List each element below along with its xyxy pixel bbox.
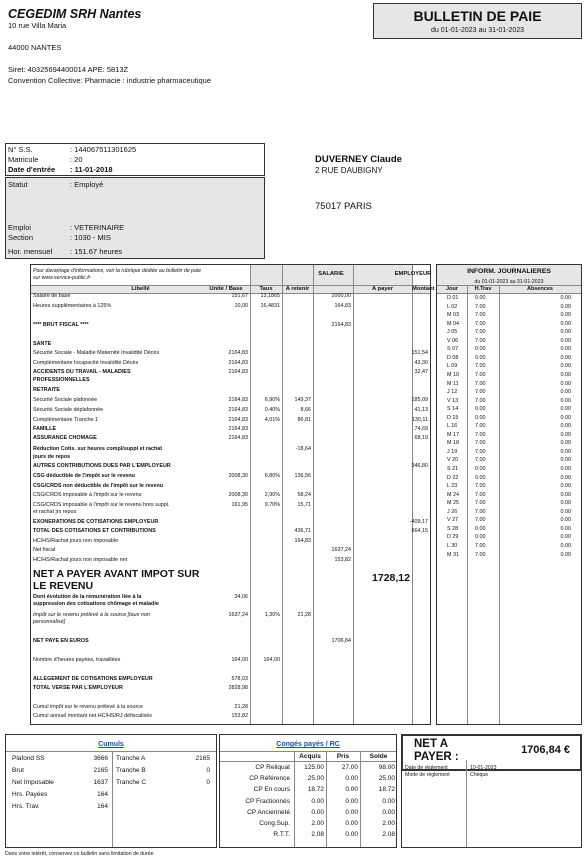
row-montant: 185,09 bbox=[411, 397, 428, 403]
row-libelle: ALLEGEMENT DE COTISATIONS EMPLOYEUR bbox=[33, 676, 153, 682]
footer-note: Dans votre intérêt, conservez ce bulletin sans limitation de durée bbox=[5, 851, 154, 857]
row-unite: 153,82 bbox=[231, 713, 248, 719]
row-taux: 2,90% bbox=[264, 492, 280, 498]
row-libelle: Sécurité Sociale - Maladie Maternité Invalidité Décès bbox=[33, 350, 160, 356]
recipient-street: 2 RUE DAUBIGNY bbox=[315, 166, 383, 175]
journal-htrav: 0.00 bbox=[475, 346, 486, 353]
row-libelle: Net fiscal bbox=[33, 547, 56, 553]
journal-htrav: 0.00 bbox=[475, 414, 486, 421]
conges-pris: 0.00 bbox=[345, 820, 358, 827]
journal-header-jour: Jour bbox=[446, 286, 458, 292]
conges-pris: 27.00 bbox=[341, 764, 358, 771]
cumul-label: Tranche A bbox=[116, 755, 146, 762]
journal-htrav: 7.00 bbox=[475, 312, 486, 319]
row-libelle: Salaire de base bbox=[33, 293, 71, 299]
journal-day: S 28 bbox=[447, 525, 459, 532]
row-retenir: 149,37 bbox=[294, 397, 311, 403]
journal-header-absences: Absences bbox=[527, 286, 553, 292]
journal-htrav: 0.00 bbox=[475, 406, 486, 413]
row-libelle: CSG déductible de l'impôt sur le revenu bbox=[33, 473, 135, 479]
employee-ids-box bbox=[5, 143, 265, 176]
row-retenir: 58,24 bbox=[297, 492, 311, 498]
row-libelle: TOTAL DES COTISATIONS ET CONTRIBUTIONS bbox=[33, 528, 156, 534]
row-libelle: jours de repos bbox=[33, 454, 71, 460]
row-unite: 161,95 bbox=[231, 502, 248, 508]
journal-htrav: 7.00 bbox=[475, 517, 486, 524]
conges-solde: 2.08 bbox=[382, 831, 395, 839]
salary-table bbox=[30, 264, 435, 725]
journal-absence: 0.00 bbox=[560, 500, 571, 507]
journal-absence: 0.00 bbox=[560, 329, 571, 336]
row-retenir: 436,71 bbox=[294, 528, 311, 534]
journal-day: S 21 bbox=[447, 466, 459, 472]
journal-day: D 01 bbox=[447, 295, 459, 301]
journal-absence: 0.00 bbox=[560, 380, 571, 387]
statut-label: Statut bbox=[8, 180, 28, 189]
cumul-label: Hrs. Trav. bbox=[12, 803, 40, 810]
row-unite: 34,06 bbox=[234, 594, 248, 600]
journal-htrav: 0.00 bbox=[475, 525, 486, 532]
journal-day: L 23 bbox=[447, 483, 458, 490]
row-taux: 6,80% bbox=[264, 473, 280, 479]
journal-absence: 0.00 bbox=[560, 508, 571, 515]
row-montant: 41,13 bbox=[414, 407, 428, 413]
row-libelle: Nombre d'heures payées, travaillées bbox=[33, 657, 121, 663]
title-box bbox=[373, 3, 582, 39]
conges-acquis: 2.08 bbox=[311, 831, 324, 839]
journal-absence: 0.00 bbox=[560, 483, 571, 490]
journal-absence: 0.00 bbox=[560, 448, 571, 455]
row-libelle: Heures supplémentaires à 125% bbox=[33, 303, 112, 309]
journal-htrav: 7.00 bbox=[475, 303, 486, 310]
journal-htrav: 7.00 bbox=[475, 389, 486, 396]
journal-day: M 03 bbox=[447, 312, 459, 319]
info-line-2: sur www.service-public.fr bbox=[33, 275, 91, 281]
journal-absence: 0.00 bbox=[560, 312, 571, 319]
journal-day: M 10 bbox=[447, 371, 459, 378]
payment-box bbox=[401, 760, 582, 848]
row-libelle: suppression des cotisations chômage et maladie bbox=[33, 601, 159, 607]
net-before-tax-value: 1728,12 bbox=[372, 572, 410, 584]
row-taux: 0,40% bbox=[264, 407, 280, 413]
conges-label: CP Fractionnés bbox=[245, 797, 290, 805]
conges-solde: 18.72 bbox=[378, 786, 395, 794]
journal-day: M 17 bbox=[447, 431, 459, 438]
row-libelle: Dont évolution de la rémunération liée à la bbox=[33, 594, 142, 600]
employer-address-1: 10 rue Villa Maria bbox=[8, 21, 67, 30]
recipient-name: DUVERNEY Claude bbox=[315, 154, 402, 165]
row-libelle: ASSURANCE CHOMAGE bbox=[33, 435, 97, 441]
journal-htrav: 7.00 bbox=[475, 483, 486, 490]
row-retenir: 164,83 bbox=[294, 538, 311, 544]
conges-acquis: 18.72 bbox=[307, 786, 324, 794]
journal-absence: 0.00 bbox=[560, 440, 571, 447]
matricule-label: Matricule bbox=[8, 155, 39, 164]
journal-absence: 0.00 bbox=[560, 423, 571, 430]
journal-day: S 14 bbox=[447, 406, 459, 413]
journal-htrav: 0.00 bbox=[475, 466, 486, 472]
row-libelle: PROFESSIONNELLES bbox=[33, 377, 90, 383]
payment-date-value: 10-01-2023 bbox=[470, 765, 497, 771]
row-montant: 346,80 bbox=[411, 463, 428, 469]
employee-job-box bbox=[5, 177, 265, 259]
journal-day: J 12 bbox=[447, 389, 458, 396]
ss-label: N° S.S. bbox=[8, 145, 33, 154]
journal-day: M 24 bbox=[447, 491, 459, 498]
conges-box bbox=[219, 734, 397, 848]
entry-value: : 11-01-2018 bbox=[70, 165, 113, 174]
journal-htrav: 0.00 bbox=[475, 474, 486, 481]
conges-pris: 0.00 bbox=[345, 831, 358, 839]
journal-day: M 31 bbox=[447, 551, 459, 558]
journal-htrav: 0.00 bbox=[475, 354, 486, 361]
conges-label: Cong.Sup. bbox=[259, 820, 290, 827]
journal-day: J 19 bbox=[447, 448, 458, 455]
conges-label: CP Reliquat bbox=[255, 764, 290, 771]
journal-htrav: 7.00 bbox=[475, 431, 486, 438]
journal-htrav: 7.00 bbox=[475, 508, 486, 515]
row-libelle: Complémentaire Tranche 1 bbox=[33, 417, 99, 423]
row-libelle: **** BRUT FISCAL **** bbox=[33, 322, 89, 328]
row-libelle: Impôt sur le revenu prélevé à la source [taux non bbox=[33, 612, 150, 618]
cumul-label: Brut bbox=[12, 767, 24, 774]
row-unite: 2008,30 bbox=[228, 473, 248, 479]
statut-value: : Employé bbox=[70, 180, 104, 189]
journal-absence: 0.00 bbox=[560, 354, 571, 361]
journal-title: INFORM. JOURNALIERES bbox=[467, 268, 551, 275]
journal-absence: 0.00 bbox=[560, 346, 571, 353]
journal-header-htrav: H.Trav bbox=[474, 286, 492, 292]
row-libelle: Cumul annuel montant net HC/HS/RJ défiscalisés bbox=[33, 713, 152, 719]
journal-day: J 05 bbox=[447, 329, 458, 336]
conges-header-acquis: Acquis bbox=[299, 752, 321, 760]
recipient-city: 75017 PARIS bbox=[315, 201, 372, 212]
header-salarie: SALARIE bbox=[318, 271, 344, 277]
cumuls-box bbox=[5, 734, 217, 848]
journal-absence: 0.00 bbox=[560, 457, 571, 464]
conges-solde: 2.00 bbox=[382, 820, 395, 827]
employer-convention: Convention Collective: Pharmacie : industrie pharmaceutique bbox=[8, 76, 212, 85]
row-unite: 2164,83 bbox=[228, 360, 248, 366]
row-retenir: 86,81 bbox=[297, 417, 311, 423]
journal-absence: 0.00 bbox=[560, 431, 571, 438]
row-libelle: TOTAL VERSE PAR L'EMPLOYEUR bbox=[33, 685, 123, 691]
row-retenir: 136,56 bbox=[294, 473, 311, 479]
row-libelle: Sécurité Sociale déplafonnée bbox=[33, 407, 104, 413]
row-unite: 2828,98 bbox=[228, 685, 248, 691]
journal-htrav: 7.00 bbox=[475, 448, 486, 455]
conges-acquis: 0.00 bbox=[311, 797, 324, 805]
cumul-label: Plafond SS bbox=[12, 755, 45, 762]
journal-day: D 08 bbox=[447, 354, 459, 361]
conges-acquis: 25.00 bbox=[307, 775, 324, 783]
matricule-value: : 20 bbox=[70, 155, 83, 164]
hor-value: : 151.67 heures bbox=[70, 247, 123, 256]
journal-htrav: 7.00 bbox=[475, 397, 486, 404]
row-montant: 68,19 bbox=[414, 435, 428, 441]
row-libelle: et rachat jrs repos bbox=[33, 509, 77, 515]
cumul-value: 2165 bbox=[195, 755, 210, 762]
journal-absence: 0.00 bbox=[560, 474, 571, 481]
header-employeur: EMPLOYEUR bbox=[394, 271, 432, 277]
employer-name: CEGEDIM SRH Nantes bbox=[8, 7, 142, 21]
conges-acquis: 2.00 bbox=[311, 820, 324, 827]
journal-htrav: 7.00 bbox=[475, 542, 486, 549]
cumul-value: 164 bbox=[97, 791, 108, 798]
conges-title: Congés payés / RC bbox=[276, 741, 340, 748]
section-value: : 1030 - MIS bbox=[70, 233, 111, 242]
row-unite: 2164,83 bbox=[228, 350, 248, 356]
journal-absence: 0.00 bbox=[560, 551, 571, 558]
payment-date-label: Date de règlement bbox=[405, 765, 448, 771]
net-pay-label-2: PAYER : bbox=[414, 751, 459, 763]
journal-day: L 30 bbox=[447, 542, 458, 549]
journal-htrav: 7.00 bbox=[475, 363, 486, 370]
row-retenir: 8,66 bbox=[300, 407, 311, 413]
journal-absence: 0.00 bbox=[560, 371, 571, 378]
row-unite: 164,00 bbox=[231, 657, 248, 663]
journal-day: D 22 bbox=[447, 474, 459, 481]
conges-header-pris: Pris bbox=[336, 752, 350, 760]
row-montant: 43,30 bbox=[414, 360, 428, 366]
payment-mode-label: Mode de règlement bbox=[405, 772, 450, 778]
journal-absence: 0.00 bbox=[560, 397, 571, 404]
row-montant: -409,17 bbox=[409, 519, 428, 525]
conges-pris: 0.00 bbox=[345, 775, 358, 783]
conges-header-solde: Solde bbox=[369, 752, 388, 760]
journal-htrav: 7.00 bbox=[475, 423, 486, 430]
section-label: Section bbox=[8, 233, 34, 242]
row-unite: 151,67 bbox=[231, 293, 248, 299]
row-unite: 2164,83 bbox=[228, 407, 248, 413]
header-payer: A payer bbox=[371, 285, 394, 292]
conges-solde: 25.00 bbox=[378, 775, 395, 783]
journal-absence: 0.00 bbox=[560, 491, 571, 498]
net-before-tax-label-1: NET A PAYER AVANT IMPOT SUR bbox=[33, 568, 200, 580]
journal-htrav: 7.00 bbox=[475, 440, 486, 447]
header-retenir: A retenir bbox=[285, 285, 310, 292]
row-montant: 664,15 bbox=[411, 528, 428, 534]
conges-acquis: 0.00 bbox=[311, 808, 324, 816]
journal-absence: 0.00 bbox=[560, 534, 571, 541]
conges-pris: 0.00 bbox=[345, 797, 358, 805]
journal-absence: 0.00 bbox=[560, 414, 571, 421]
row-unite: 21,28 bbox=[234, 704, 248, 710]
row-payer: 153,82 bbox=[334, 557, 351, 563]
row-libelle: EXONERATIONS DE COTISATIONS EMPLOYEUR bbox=[33, 519, 159, 525]
row-montant: 130,11 bbox=[411, 417, 428, 423]
cumul-value: 1637 bbox=[93, 779, 108, 786]
row-unite: 2008,30 bbox=[228, 492, 248, 498]
conges-solde: 0.00 bbox=[382, 808, 395, 816]
row-libelle: Sécurité Sociale plafonnée bbox=[33, 397, 98, 403]
journal-absence: 0.00 bbox=[560, 466, 571, 472]
row-libelle: personnalisé] bbox=[33, 619, 66, 625]
conges-acquis: 125.00 bbox=[304, 764, 324, 771]
journal-day: V 06 bbox=[447, 337, 459, 344]
row-unite: 10,00 bbox=[234, 303, 248, 309]
cumul-value: 164 bbox=[97, 803, 108, 810]
journal-absence: 0.00 bbox=[560, 406, 571, 413]
journal-absence: 0.00 bbox=[560, 295, 571, 301]
net-pay-label-1: NET A bbox=[414, 738, 449, 750]
row-payer: 164,83 bbox=[334, 303, 351, 309]
row-libelle: ACCIDENTS DU TRAVAIL - MALADIES bbox=[33, 369, 131, 375]
cumul-value: 2165 bbox=[93, 767, 108, 774]
emploi-label: Emploi bbox=[8, 223, 31, 232]
cumuls-title: Cumuls bbox=[98, 741, 124, 748]
journal-absence: 0.00 bbox=[560, 389, 571, 396]
row-libelle: Complémentaire Incapacité Invalidité Décès bbox=[33, 360, 139, 366]
net-before-tax-label-2: LE REVENU bbox=[33, 580, 94, 592]
row-taux: 9,70% bbox=[264, 502, 280, 508]
journal-day: L 02 bbox=[447, 303, 458, 310]
cumul-label: Tranche C bbox=[116, 779, 147, 786]
row-taux: 13,1865 bbox=[260, 293, 280, 299]
row-libelle: AUTRES CONTRIBUTIONS DUES PAR L'EMPLOYEUR bbox=[33, 463, 171, 469]
row-unite: 2164,83 bbox=[228, 397, 248, 403]
journal-day: M 04 bbox=[447, 320, 459, 327]
cumul-value: 0 bbox=[206, 767, 210, 774]
journal-day: D 29 bbox=[447, 534, 459, 541]
row-libelle: CSG/CRDS imposable à l'impôt sur le revenu hres suppl. bbox=[33, 502, 170, 508]
document-title: BULLETIN DE PAIE bbox=[413, 8, 542, 24]
conges-label: CP En cours bbox=[253, 786, 290, 794]
hor-label: Hor. mensuel bbox=[8, 247, 53, 256]
row-payer: 2164,83 bbox=[331, 322, 351, 328]
cumul-value: 0 bbox=[206, 779, 210, 786]
journal-absence: 0.00 bbox=[560, 363, 571, 370]
conges-pris: 0.00 bbox=[345, 786, 358, 794]
journal-day: M 18 bbox=[447, 440, 459, 447]
journal-htrav: 7.00 bbox=[475, 371, 486, 378]
row-retenir: 15,71 bbox=[297, 502, 311, 508]
employer-siret: Siret: 40325694400014 APE: 5813Z bbox=[8, 65, 129, 74]
row-unite: 2164,83 bbox=[228, 417, 248, 423]
journal-htrav: 7.00 bbox=[475, 329, 486, 336]
row-libelle: FAMILLE bbox=[33, 426, 57, 432]
row-libelle: HC/HS/Rachat jours non imposable bbox=[33, 538, 119, 544]
journal-day: D 15 bbox=[447, 414, 459, 421]
row-unite: 2164,83 bbox=[228, 426, 248, 432]
journal-htrav: 0.00 bbox=[475, 295, 486, 301]
row-libelle: RETRAITE bbox=[33, 387, 60, 393]
row-montant: 151,54 bbox=[411, 350, 428, 356]
journal-period: du 01-01-2023 au 31-01-2023 bbox=[474, 279, 544, 285]
row-retenir: 21,28 bbox=[297, 612, 311, 618]
row-taux: 4,01% bbox=[264, 417, 280, 423]
journal-htrav: 7.00 bbox=[475, 320, 486, 327]
net-pay-amount: 1706,84 € bbox=[521, 744, 570, 756]
journal-absence: 0.00 bbox=[560, 320, 571, 327]
journal-day: M 25 bbox=[447, 500, 459, 507]
row-payer: 1637,24 bbox=[331, 547, 351, 553]
header-taux: Taux bbox=[259, 285, 273, 292]
row-retenir: -18,64 bbox=[295, 446, 311, 452]
conges-label: CP Référence bbox=[249, 775, 290, 783]
row-libelle: Réduction Cotis. sur heures compl/suppl et rachat bbox=[33, 446, 163, 452]
journal-day: L 09 bbox=[447, 363, 458, 370]
journal-htrav: 7.00 bbox=[475, 337, 486, 344]
info-line-1: Pour davantage d'informations, voir la rubrique dédiée au bulletin de paie bbox=[33, 268, 201, 274]
row-taux: 1,30% bbox=[264, 612, 280, 618]
row-unite: 578,03 bbox=[231, 676, 248, 682]
row-taux: 6,90% bbox=[264, 397, 280, 403]
entry-label: Date d'entrée bbox=[8, 165, 56, 174]
row-unite: 2164,83 bbox=[228, 369, 248, 375]
conges-label: R.T.T. bbox=[273, 831, 290, 839]
row-libelle: CSG/CRDS non déductible de l'impôt sur le revenu bbox=[33, 483, 164, 489]
conges-pris: 0.00 bbox=[345, 808, 358, 816]
row-libelle: Cumul impôt sur le revenu prélevé à la source bbox=[33, 704, 143, 710]
row-montant: 74,69 bbox=[414, 426, 428, 432]
journal-absence: 0.00 bbox=[560, 525, 571, 532]
conges-solde: 0.00 bbox=[382, 797, 395, 805]
journal-htrav: 7.00 bbox=[475, 380, 486, 387]
conges-solde: 98.00 bbox=[378, 764, 395, 771]
journal-absence: 0.00 bbox=[560, 542, 571, 549]
journal-htrav: 7.00 bbox=[475, 491, 486, 498]
journal-day: V 13 bbox=[447, 397, 459, 404]
row-libelle: CSG/CRDS imposable à l'impôt sur le revenu bbox=[33, 492, 142, 498]
row-unite: 1637,24 bbox=[228, 612, 248, 618]
journal-absence: 0.00 bbox=[560, 517, 571, 524]
document-period: du 01-01-2023 au 31-01-2023 bbox=[430, 27, 525, 34]
row-unite: 2164,83 bbox=[228, 435, 248, 441]
journal-day: V 20 bbox=[447, 457, 459, 464]
row-taux: 164,00 bbox=[263, 657, 280, 663]
header-montant: Montant bbox=[412, 285, 435, 292]
header-unite: Unité / Base bbox=[209, 285, 243, 292]
row-libelle: NET PAYE EN EUROS bbox=[33, 638, 89, 644]
row-payer: 1706,84 bbox=[331, 638, 351, 644]
journal-box bbox=[436, 264, 582, 725]
ss-value: : 144067511301625 bbox=[70, 145, 137, 154]
employer-address-2: 44000 NANTES bbox=[8, 43, 62, 52]
journal-day: J 26 bbox=[447, 508, 458, 515]
journal-day: S 07 bbox=[447, 346, 459, 353]
journal-day: V 27 bbox=[447, 517, 459, 524]
journal-day: M 11 bbox=[447, 380, 459, 387]
row-taux: 16,4831 bbox=[260, 303, 280, 309]
conges-label: CP Ancienneté bbox=[247, 808, 290, 816]
journal-absence: 0.00 bbox=[560, 303, 571, 310]
cumul-label: Net Imposable bbox=[12, 779, 54, 786]
journal-absence: 0.00 bbox=[560, 337, 571, 344]
row-libelle: SANTE bbox=[33, 341, 52, 347]
row-payer: 2000,00 bbox=[331, 293, 351, 299]
row-libelle: HC/HS/Rachat jours non imposable net bbox=[33, 557, 128, 563]
journal-htrav: 7.00 bbox=[475, 457, 486, 464]
journal-htrav: 0.00 bbox=[475, 534, 486, 541]
cumul-value: 3666 bbox=[93, 755, 108, 762]
cumul-label: Hrs. Payées bbox=[12, 791, 48, 798]
header-libelle: Libellé bbox=[131, 285, 150, 292]
cumul-label: Tranche B bbox=[116, 767, 146, 774]
row-montant: 32,47 bbox=[414, 369, 428, 375]
emploi-value: : VETERINAIRE bbox=[70, 223, 125, 232]
journal-htrav: 7.00 bbox=[475, 500, 486, 507]
journal-htrav: 7.00 bbox=[475, 551, 486, 558]
payment-mode-value: Chèque bbox=[470, 772, 489, 778]
journal-day: L 16 bbox=[447, 423, 458, 430]
